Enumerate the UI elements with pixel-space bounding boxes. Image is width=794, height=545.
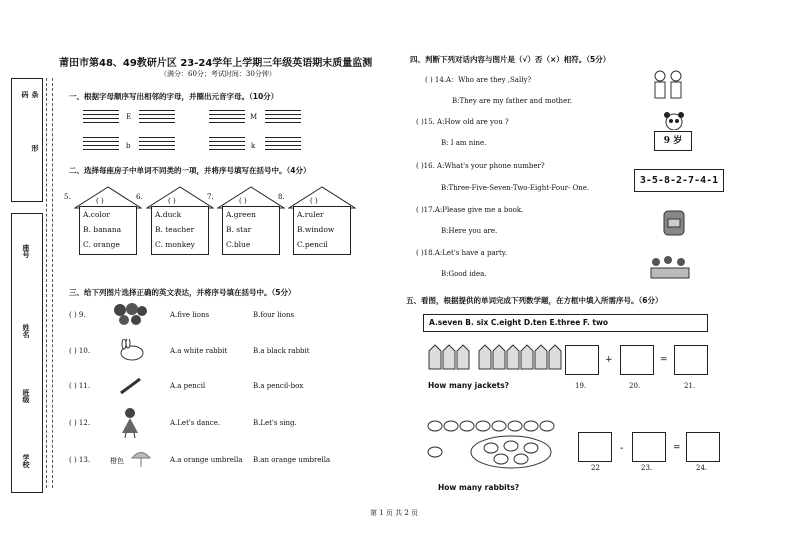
minus-sign: - — [620, 443, 624, 454]
option-b: B. star — [226, 225, 252, 234]
answer-box-20[interactable] — [620, 345, 654, 375]
page-title: 莆田市第48、49教研片区 23-24学年上学期三年级英语期末质量监测 — [59, 58, 373, 69]
option-c: C.pencil — [297, 240, 328, 249]
answer-paren[interactable]: ( ) — [310, 197, 318, 205]
house-8 — [278, 186, 356, 266]
rabbits-picture — [425, 414, 565, 474]
question-14[interactable]: ( ) 14.A：Who are they ,Sally? — [425, 76, 532, 84]
binding-line — [46, 78, 47, 488]
question-18[interactable]: ( )18.A:Let's have a party. — [416, 249, 508, 257]
party-picture — [648, 252, 692, 280]
answer-paren[interactable]: ( ) — [168, 197, 176, 205]
option-c: C. orange — [83, 240, 120, 249]
equals-sign: = — [660, 355, 668, 365]
option-b: B. banana — [83, 225, 122, 234]
phone-number-card — [634, 169, 724, 192]
jackets-question: How many jackets? — [428, 381, 510, 390]
section-1-heading: 一、根据字母顺序写出相邻的字母，并圈出元音字母。（10分） — [69, 92, 279, 101]
box-number-22: 22 — [591, 464, 600, 472]
house-number: 8. — [278, 193, 285, 201]
house-number: 6. — [136, 193, 143, 201]
rabbit-picture — [116, 339, 146, 361]
question-17[interactable]: ( )17.A:Please give me a book. — [416, 206, 524, 214]
page-subtitle: （满分：60分；考试时间：30分钟） — [160, 70, 276, 78]
option-a: A.five lions — [170, 311, 210, 319]
option-a: A.a orange umbrella — [170, 456, 243, 464]
option-c: C. monkey — [155, 240, 195, 249]
rabbits-question: How many rabbits? — [438, 483, 520, 492]
age-card — [654, 131, 692, 151]
word-bank — [423, 314, 708, 332]
house-options — [151, 206, 209, 255]
option-a: A.color — [83, 210, 111, 219]
option-b: B.window — [297, 225, 335, 234]
dancing-girl-picture — [118, 407, 142, 439]
question-16[interactable]: ( )16. A:What's your phone number? — [416, 162, 545, 170]
question-13-number[interactable]: ( ) 13. — [69, 456, 91, 464]
option-a: A.a pencil — [170, 382, 206, 390]
barcode-box — [11, 78, 43, 202]
answer-box-24[interactable] — [686, 432, 720, 462]
answer-box-21[interactable] — [674, 345, 708, 375]
option-a: A.Let's dance. — [170, 419, 221, 427]
option-a: A.duck — [155, 210, 182, 219]
answer-box-23[interactable] — [632, 432, 666, 462]
answer-paren[interactable]: ( ) — [96, 197, 104, 205]
binding-line — [52, 78, 53, 488]
section-4-heading: 四、判断下列对话内容与图片是（√）否（×）相符。（5分） — [410, 55, 611, 64]
house-options — [222, 206, 280, 255]
color-hint: 橙色 — [110, 457, 124, 465]
box-number-24: 24. — [696, 464, 708, 472]
answer-16: B:Three-Five-Seven-Two-Eight-Four- One. — [441, 184, 590, 192]
option-c: C.blue — [226, 240, 251, 249]
option-a: A.a white rabbit — [170, 347, 228, 355]
section-5-heading: 五、看图，根据提供的单词完成下列数学题，在方框中填入所需序号。（6分） — [406, 296, 663, 305]
question-15[interactable]: ( )15. A:How old are you ? — [416, 118, 509, 126]
answer-box-22[interactable] — [578, 432, 612, 462]
question-11-number[interactable]: ( ) 11. — [69, 382, 91, 390]
jackets-picture — [427, 343, 562, 371]
question-12-number[interactable]: ( ) 12. — [69, 419, 91, 427]
barcode-label: 条 形 码 — [21, 91, 39, 174]
school-label: 学校 — [22, 454, 30, 468]
name-label: 姓名 — [22, 324, 30, 338]
house-number: 7. — [207, 193, 214, 201]
letter-k: k — [251, 142, 256, 150]
answer-box-19[interactable] — [565, 345, 599, 375]
letter-b: b — [126, 142, 131, 150]
section-2-heading: 二、选择每座房子中单词不同类的一项，并将序号填写在括号中。（4分） — [69, 166, 311, 175]
pencil-icon — [118, 376, 144, 396]
seat-label: 座号 — [22, 244, 30, 258]
section-3-heading: 三、给下列图片选择正确的英文表达，并将序号填在括号中。（5分） — [69, 288, 296, 297]
answer-15: B: I am nine. — [441, 139, 487, 147]
schoolbag-picture — [660, 205, 688, 237]
house-5 — [64, 186, 142, 266]
letter-E: E — [126, 113, 132, 121]
house-options — [79, 206, 137, 255]
panda-icon — [662, 112, 686, 130]
option-b: B.Let's sing. — [253, 419, 297, 427]
house-number: 5. — [64, 193, 71, 201]
class-label: 班级 — [22, 389, 30, 403]
student-info-box — [11, 213, 43, 493]
box-number-21: 21. — [684, 382, 696, 390]
box-number-23: 23. — [641, 464, 653, 472]
phone-number-text: 3-5-8-2-7-4-1 — [639, 175, 719, 186]
family-picture — [650, 68, 686, 102]
box-number-20: 20. — [629, 382, 641, 390]
plus-sign: + — [605, 355, 613, 365]
option-a: A.ruler — [297, 210, 324, 219]
age-card-text: 9 岁 — [663, 136, 683, 146]
option-b: B.an orange umbrella — [253, 456, 331, 464]
option-b: B.a pencil-box — [253, 382, 304, 390]
option-b: B. teacher — [155, 225, 195, 234]
answer-17: B:Here you are. — [441, 227, 498, 235]
lions-picture — [112, 302, 148, 326]
word-bank-text: A.seven B. six C.eight D.ten E.three F. two — [429, 318, 609, 327]
equals-sign-2: = — [673, 443, 681, 453]
answer-paren[interactable]: ( ) — [239, 197, 247, 205]
question-10-number[interactable]: ( ) 10. — [69, 347, 91, 355]
letter-M: M — [250, 113, 258, 121]
umbrella-icon — [130, 447, 152, 469]
box-number-19: 19. — [575, 382, 587, 390]
answer-14: B:They are my father and mother. — [452, 97, 573, 105]
option-a: A.green — [226, 210, 256, 219]
option-b: B.a black rabbit — [253, 347, 310, 355]
page-number: 第 1 页 共 2 页 — [370, 509, 419, 517]
answer-18: B:Good idea. — [441, 270, 487, 278]
house-6 — [136, 186, 214, 266]
house-7 — [207, 186, 285, 266]
question-9-number[interactable]: ( ) 9. — [69, 311, 86, 319]
option-b: B.four lions — [253, 311, 295, 319]
house-options — [293, 206, 351, 255]
